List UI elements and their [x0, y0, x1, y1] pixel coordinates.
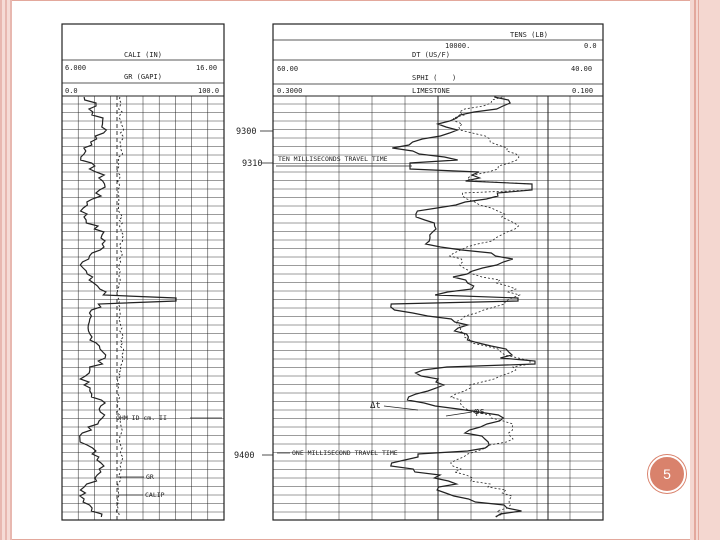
caliper-curve — [116, 97, 123, 517]
delta-t-label: Δt — [370, 401, 381, 411]
slide-number: 5 — [663, 466, 671, 482]
ten-ms-label: TEN MILLISECONDS TRAVEL TIME — [278, 155, 388, 163]
sphi-curve — [450, 97, 532, 517]
cali-title: CALI (IN) — [124, 51, 162, 59]
dt-curve — [391, 97, 535, 517]
dt-min: 60.00 — [277, 65, 299, 73]
ohm-label: OHM ID cm. II — [116, 414, 167, 422]
depth-9400: 9400 — [234, 451, 255, 461]
tens-title: TENS (LB) — [510, 31, 548, 39]
dt-title: DT (US/F) — [412, 51, 450, 59]
gr-title: GR (GAPI) — [124, 73, 162, 81]
tens-max: 0.0 — [584, 42, 597, 50]
gr-min: 0.0 — [65, 87, 78, 95]
sphi-max: 0.100 — [572, 87, 594, 95]
limestone-label: LIMESTONE — [412, 87, 450, 95]
depth-9310: 9310 — [242, 159, 263, 169]
track1-grid — [62, 96, 224, 520]
one-ms-label: ONE MILLISECOND TRAVEL TIME — [292, 449, 398, 457]
cali-max: 16.00 — [196, 64, 218, 72]
sphi-title: SPHI ( — [412, 74, 438, 82]
gr-max: 100.0 — [198, 87, 220, 95]
delta-t-arrow — [384, 406, 418, 410]
slide-number-badge — [648, 455, 686, 493]
gr-curve — [80, 97, 176, 517]
gr-label: GR — [146, 473, 154, 481]
depth-9300: 9300 — [236, 127, 257, 137]
sphi-min: 0.3000 — [277, 87, 303, 95]
dt-max: 40.00 — [571, 65, 593, 73]
cali-min: 6.000 — [65, 64, 87, 72]
sphi-title-end: ) — [452, 74, 457, 82]
phi-s-label: φs — [474, 407, 485, 417]
tens-min: 10000. — [445, 42, 471, 50]
calip-label: CALIP — [145, 491, 165, 499]
phi-s-arrow — [446, 412, 472, 416]
